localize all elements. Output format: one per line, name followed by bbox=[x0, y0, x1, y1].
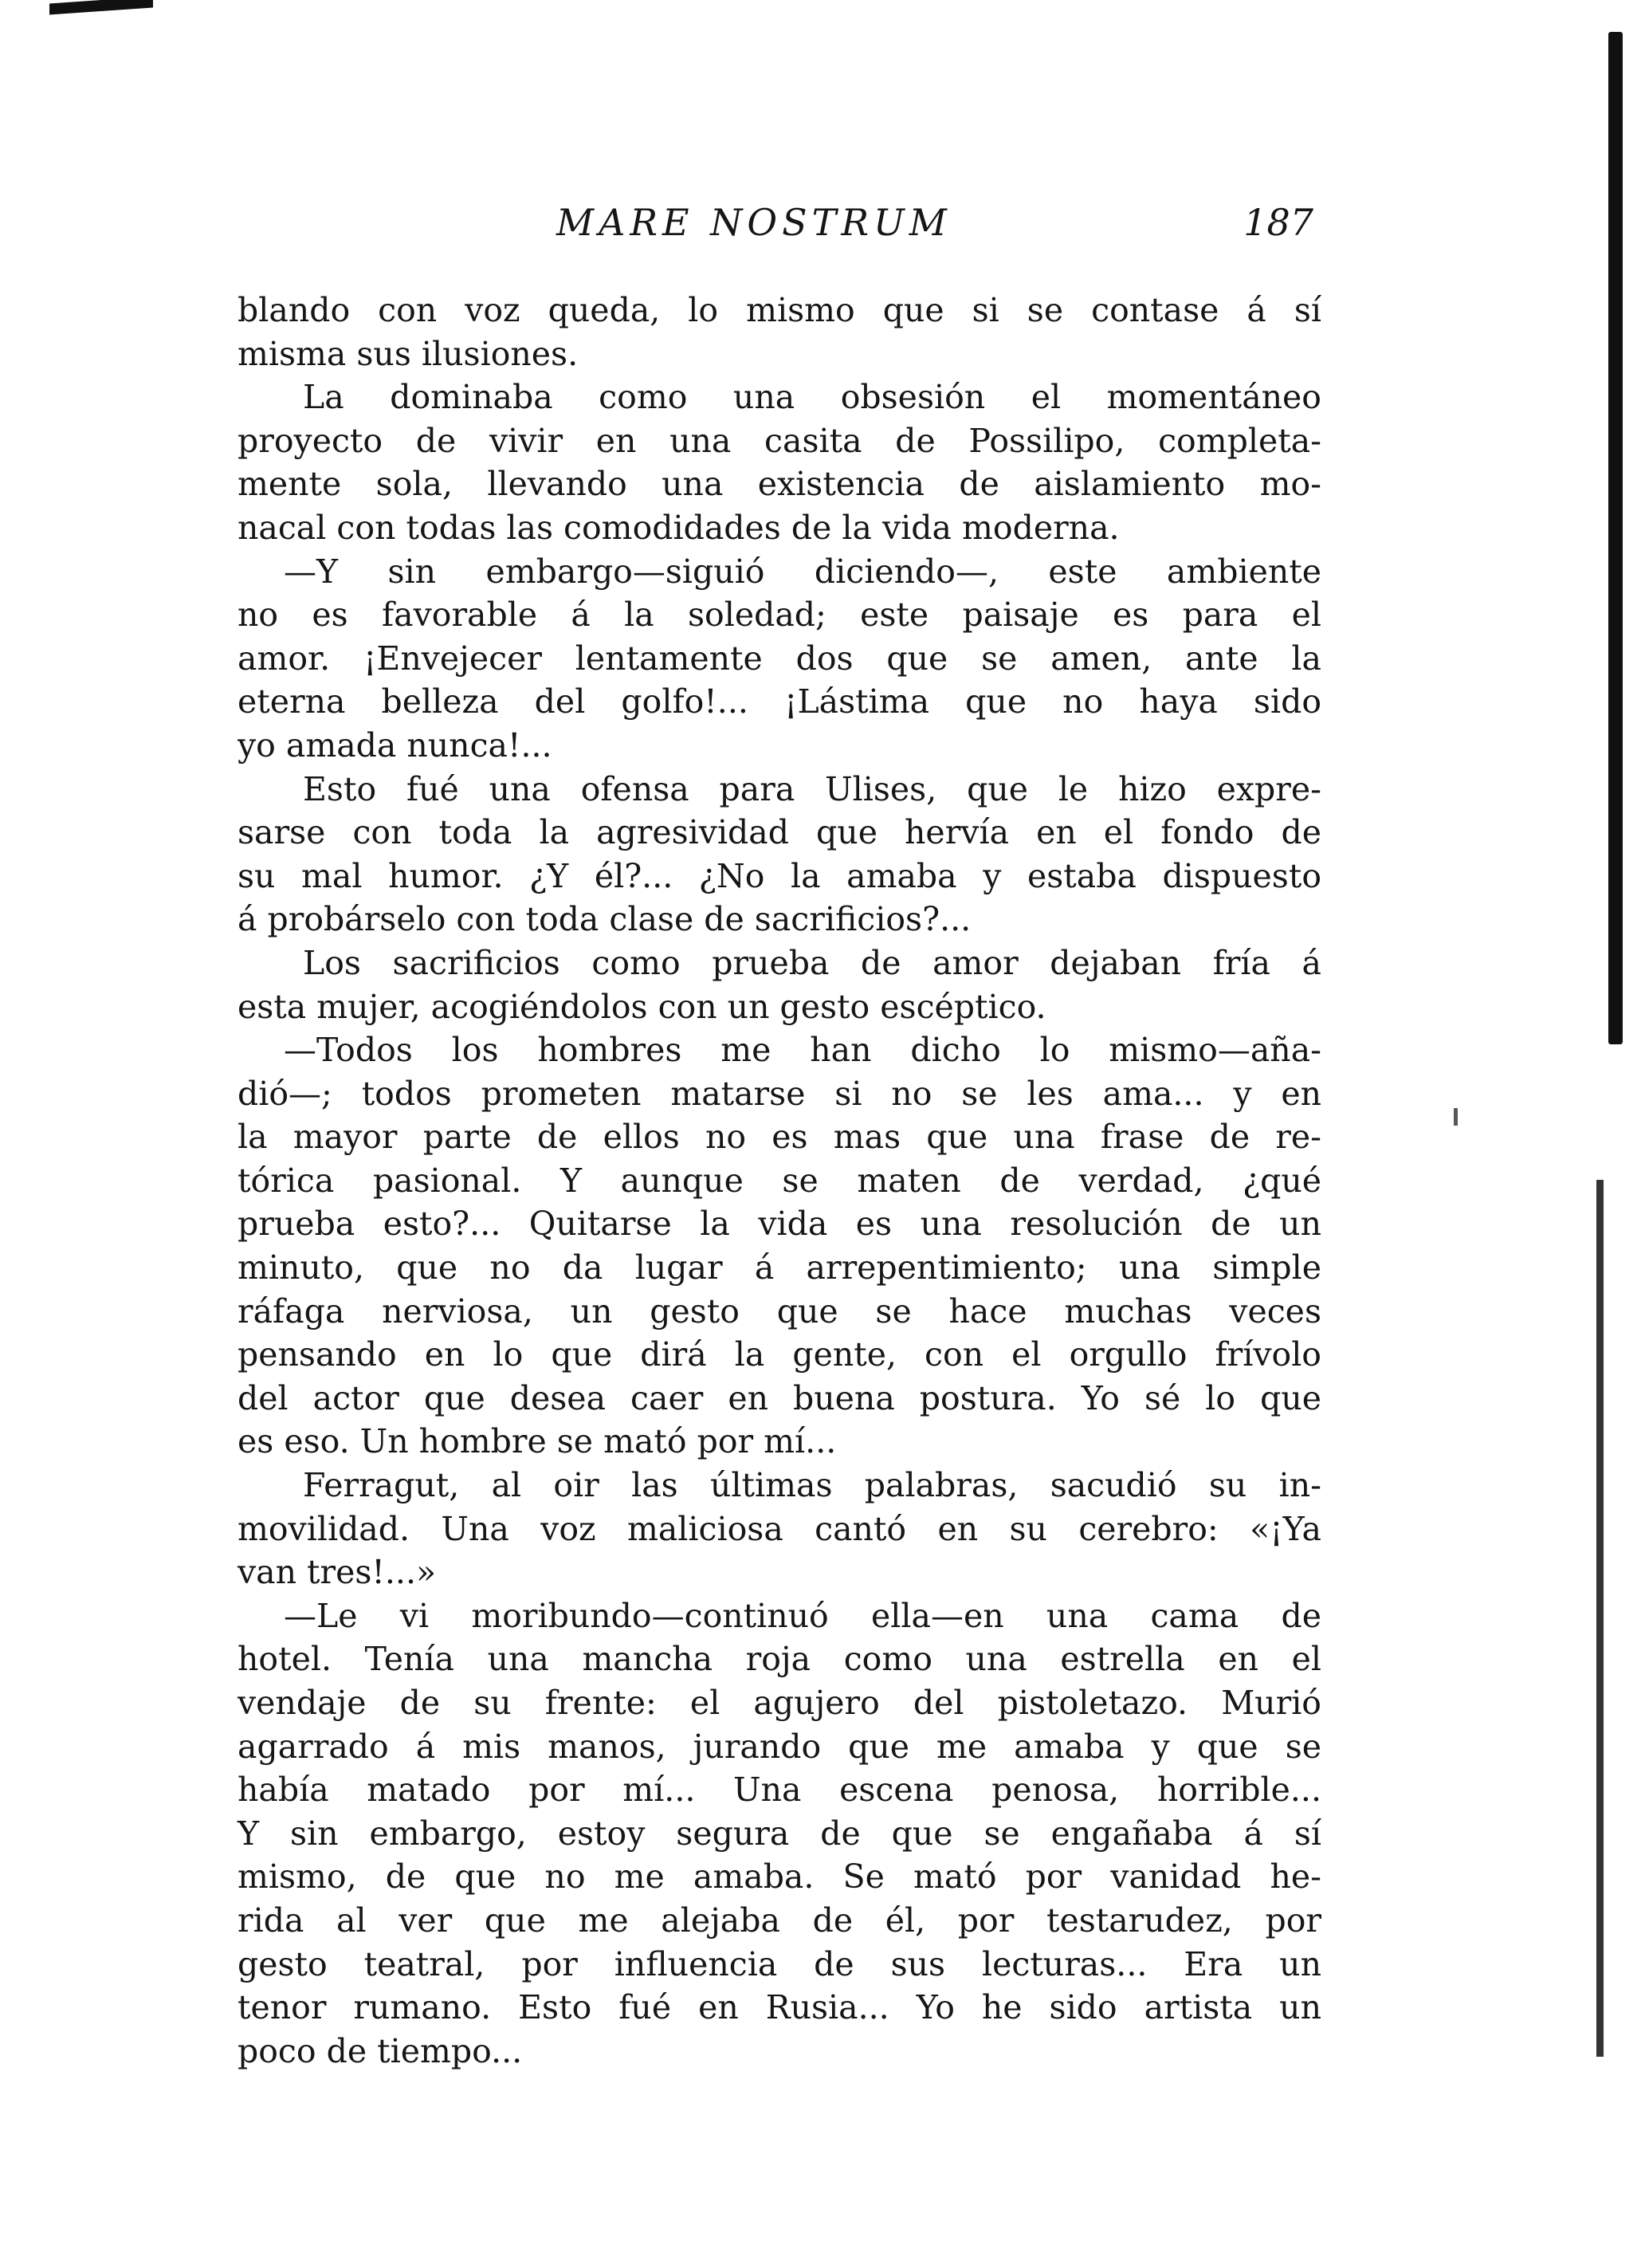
text-line: vendaje de su frente: el agujero del pistoletazo. Murió bbox=[238, 1684, 1321, 1722]
body-text bbox=[238, 289, 1321, 2073]
text-line: mente sola, llevando una existencia de aislamiento mo- bbox=[238, 465, 1321, 504]
text-line: —Le vi moribundo—continuó ella—en una cama de bbox=[284, 1596, 1321, 1635]
text-line: mismo, de que no me amaba. Se mató por vanidad he- bbox=[238, 1857, 1321, 1897]
text-line: sarse con toda la agresividad que hervía en el fondo de bbox=[238, 813, 1321, 852]
text-line: dió—; todos prometen matarse si no se les ama... y en bbox=[238, 1074, 1321, 1113]
scan-edge-line-top bbox=[1608, 32, 1623, 1044]
text-line: misma sus ilusiones. bbox=[238, 334, 579, 373]
text-line: es eso. Un hombre se mató por mí... bbox=[238, 1422, 837, 1461]
text-line: van tres!...» bbox=[238, 1553, 437, 1592]
text-line: eterna belleza del golfo!... ¡Lástima que no haya sido bbox=[238, 682, 1321, 721]
text-line: Ferragut, al oir las últimas palabras, sacudió su in- bbox=[303, 1466, 1321, 1505]
text-line: esta mujer, acogiéndolos con un gesto escéptico. bbox=[238, 987, 1046, 1026]
text-line: —Todos los hombres me han dicho lo mismo—aña- bbox=[284, 1031, 1321, 1070]
text-line: nacal con todas las comodidades de la vida moderna. bbox=[238, 508, 1120, 547]
text-line: agarrado á mis manos, jurando que me amaba y que se bbox=[238, 1727, 1321, 1766]
text-line: La dominaba como una obsesión el momentáneo bbox=[303, 378, 1321, 417]
text-line: poco de tiempo... bbox=[238, 2031, 523, 2070]
scan-corner-mark bbox=[49, 0, 153, 15]
text-line: Y sin embargo, estoy segura de que se engañaba á sí bbox=[238, 1814, 1321, 1853]
text-line: blando con voz queda, lo mismo que si se contase á sí bbox=[238, 291, 1321, 329]
running-title: MARE NOSTRUM bbox=[556, 201, 952, 244]
text-line: movilidad. Una voz maliciosa cantó en su cerebro: «¡Ya bbox=[238, 1509, 1321, 1548]
scan-edge-line-bottom bbox=[1596, 1180, 1604, 2057]
text-line: amor. ¡Envejecer lentamente dos que se amen, ante la bbox=[238, 639, 1321, 678]
text-line: proyecto de vivir en una casita de Possilipo, completa- bbox=[238, 421, 1321, 460]
text-line: rida al ver que me alejaba de él, por testarudez, por bbox=[238, 1900, 1321, 1940]
text-line: prueba esto?... Quitarse la vida es una resolución de un bbox=[238, 1205, 1321, 1244]
text-line: Los sacrificios como prueba de amor dejaban fría á bbox=[303, 943, 1321, 982]
page-header bbox=[238, 201, 1313, 257]
text-line: del actor que desea caer en buena postura. Yo sé lo que bbox=[238, 1378, 1321, 1417]
text-line: yo amada nunca!... bbox=[238, 725, 552, 765]
text-line: á probárselo con toda clase de sacrificios?... bbox=[238, 900, 972, 939]
text-line: Esto fué una ofensa para Ulises, que le hizo expre- bbox=[303, 769, 1321, 808]
text-line: había matado por mí... Una escena penosa, horrible... bbox=[238, 1771, 1321, 1810]
text-line: tenor rumano. Esto fué en Rusia... Yo he sido artista un bbox=[238, 1988, 1321, 2027]
text-line: hotel. Tenía una mancha roja como una estrella en el bbox=[238, 1640, 1321, 1679]
text-line: no es favorable á la soledad; este paisaje es para el bbox=[238, 595, 1321, 635]
text-line: ráfaga nerviosa, un gesto que se hace muchas veces bbox=[238, 1291, 1321, 1331]
text-line: minuto, que no da lugar á arrepentimiento; una simple bbox=[238, 1248, 1321, 1287]
text-line: gesto teatral, por influencia de sus lecturas... Era un bbox=[238, 1944, 1321, 1983]
scan-speck bbox=[1454, 1108, 1458, 1126]
page-number: 187 bbox=[1243, 201, 1313, 244]
text-line: la mayor parte de ellos no es mas que una frase de re- bbox=[238, 1118, 1321, 1157]
text-line: pensando en lo que dirá la gente, con el orgullo frívolo bbox=[238, 1335, 1321, 1374]
text-line: —Y sin embargo—siguió diciendo—, este ambiente bbox=[284, 552, 1321, 591]
text-line: tórica pasional. Y aunque se maten de verdad, ¿qué bbox=[238, 1161, 1321, 1200]
text-line: su mal humor. ¿Y él?... ¿No la amaba y estaba dispuesto bbox=[238, 856, 1321, 895]
